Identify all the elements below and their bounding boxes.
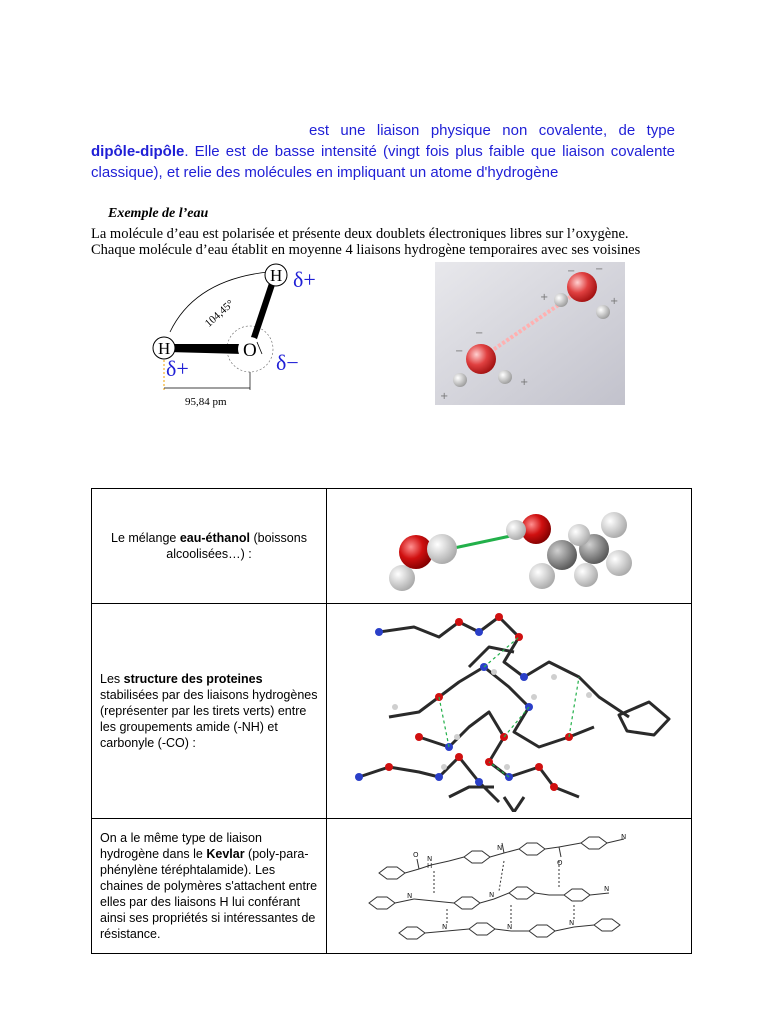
table-cell-text [92, 604, 327, 819]
intro-paragraph [91, 120, 675, 183]
row-1-text: Le mélange eau-éthanol (boissons alcoolisées…) : [111, 531, 307, 561]
water-ethanol-image [374, 495, 644, 595]
svg-text:N: N [604, 884, 610, 893]
table-row [92, 819, 692, 954]
atom-h-top: H [270, 266, 283, 285]
svg-text:N: N [489, 890, 495, 899]
table-row [92, 489, 692, 604]
svg-text:+: + [440, 391, 449, 402]
svg-text:+: + [520, 377, 529, 388]
example-heading: Exemple de l’eau [108, 206, 209, 221]
bond-length-label: 95,84 pm [185, 396, 227, 408]
delta-plus-top: δ+ [293, 267, 316, 292]
intro-bold-term: dipôle-dipôle [91, 143, 185, 160]
table-cell-image [327, 489, 692, 604]
svg-text:O: O [413, 850, 419, 859]
delta-plus-left: δ+ [166, 356, 189, 381]
intro-text-1: est une liaison physique non covalente, de type [309, 122, 675, 139]
svg-text:N: N [427, 854, 433, 863]
row-3-text: On a le même type de liaison hydrogène dans le Kevlar (poly-para-phénylène téréphtalamide). Les chaines de polymères s'attachent entre elles par des liaisons H lui conférant ainsi ses propriétés si intéressantes de résistance. [100, 831, 318, 941]
svg-text:−: − [475, 328, 484, 339]
atom-o: O [243, 340, 257, 361]
table-row [92, 604, 692, 819]
examples-table [91, 488, 692, 954]
example-line-1: La molécule d’eau est polarisée et présente deux doublets électroniques libres sur l’oxygène. [91, 226, 629, 242]
svg-text:N: N [407, 891, 413, 900]
svg-text:N: N [621, 832, 627, 841]
atom-h-left: H [158, 339, 171, 358]
kevlar-structure-image [359, 821, 659, 949]
intro-text-2: . Elle est de basse intensité (vingt fois plus faible que liaison covalente classique), et relie des molécules en impliquant un atome d'hydrogène [91, 143, 675, 181]
svg-text:+: + [540, 292, 549, 303]
delta-minus: δ− [276, 350, 299, 375]
angle-label: 104,45° [202, 297, 237, 330]
svg-text:−: − [595, 264, 604, 275]
table-cell-image [327, 819, 692, 954]
protein-structure-image [329, 607, 689, 812]
svg-text:N: N [507, 922, 513, 931]
svg-text:H: H [427, 861, 433, 870]
water-molecule-diagram [140, 262, 330, 412]
svg-text:N: N [569, 918, 575, 927]
svg-text:+: + [610, 296, 619, 307]
table-cell-text [92, 819, 327, 954]
svg-text:N: N [497, 843, 503, 852]
svg-text:O: O [557, 858, 563, 867]
svg-text:−: − [455, 346, 464, 357]
angle-arc [170, 272, 268, 332]
bond-left [168, 344, 243, 354]
example-paragraph [91, 226, 691, 258]
row-2-text: Les structure des proteines stabilisées par des liaisons hydrogènes (représenter par les tirets verts) entre les groupements amide (-NH) et carbonyle (-CO) : [100, 672, 318, 750]
water-dimer-picture [435, 262, 625, 405]
table-cell-text [92, 489, 327, 604]
table-cell-image [327, 604, 692, 819]
example-line-2: Chaque molécule d’eau établit en moyenne 4 liaisons hydrogène temporaires avec ses voisines [91, 242, 641, 258]
svg-text:−: − [567, 266, 576, 277]
svg-text:N: N [442, 922, 448, 931]
